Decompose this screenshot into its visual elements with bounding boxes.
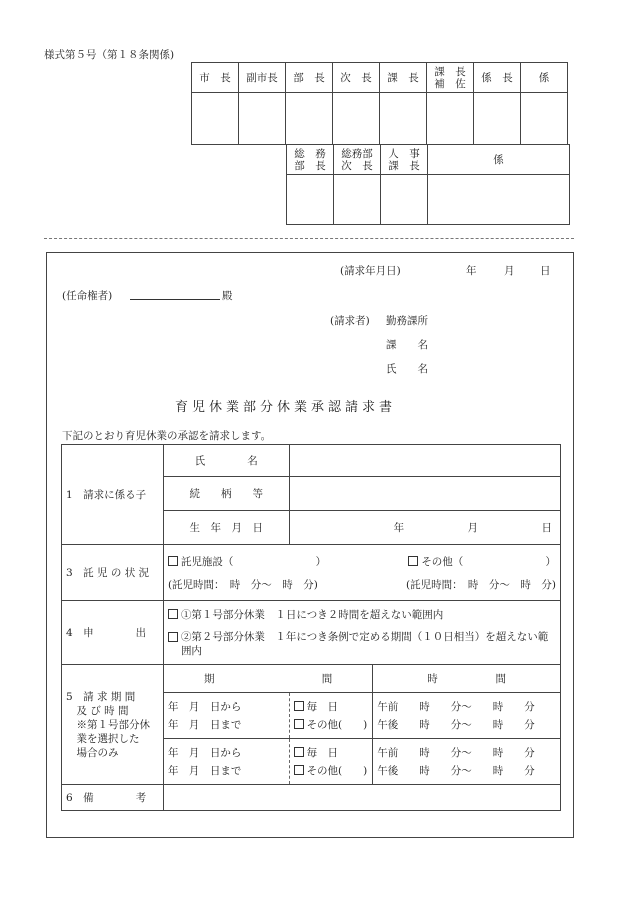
pm-time: 午後 時 分～ 時 分	[377, 718, 535, 731]
option-2: ②第２号部分休業 １年につき条例で定める期間（１０日相当）を超えない範囲内	[180, 631, 549, 657]
checkbox[interactable]	[168, 632, 178, 642]
period-head-a: 期	[203, 673, 215, 685]
appointer-line[interactable]	[130, 299, 220, 300]
section-label: 課 名	[386, 339, 428, 351]
approval-cell: 総務部 次 長	[334, 145, 381, 175]
date-year: 年	[466, 265, 477, 277]
stamp-box[interactable]	[239, 93, 286, 145]
date-day: 日	[540, 265, 551, 277]
period-1[interactable]	[163, 693, 289, 739]
facility-label: 託児施設（	[180, 555, 234, 568]
relation-field[interactable]	[289, 477, 560, 511]
sec4-label: 4 申 出	[62, 601, 164, 665]
stamp-box[interactable]	[380, 93, 427, 145]
time-1[interactable]	[373, 693, 561, 739]
approval-cell: 部 長	[286, 63, 333, 93]
from-date: 年 月 日から	[167, 746, 242, 759]
approval-cell: 市 長	[192, 63, 239, 93]
stamp-box[interactable]	[381, 175, 428, 225]
frequency-1[interactable]	[289, 693, 373, 739]
to-date: 年 月 日まで	[167, 718, 242, 731]
approval-table	[191, 62, 568, 145]
birth-day: 日	[541, 522, 552, 534]
every-day: 毎 日	[306, 700, 339, 713]
period-head-b: 間	[321, 673, 333, 685]
approval-cell: 係 長	[474, 63, 521, 93]
am-time: 午前 時 分～ 時 分	[377, 700, 535, 713]
cut-line	[44, 238, 574, 239]
birth-month: 月	[467, 522, 479, 534]
care-time-1: (託児時間： 時 分～ 時 分)	[167, 578, 318, 591]
request-options	[163, 601, 560, 665]
other-freq: その他( )	[306, 718, 368, 731]
pm-time: 午後 時 分～ 時 分	[377, 764, 535, 777]
stamp-box[interactable]	[474, 93, 521, 145]
appointer-label: (任命権者)	[62, 290, 113, 302]
time-head	[373, 665, 561, 693]
appointer-suffix: 殿	[222, 290, 233, 302]
intro-text: 下記のとおり育児休業の承認を請求します。	[62, 430, 272, 442]
form-number: 様式第５号（第１８条関係)	[44, 49, 175, 61]
approval-cell: 課 長	[380, 63, 427, 93]
time-2[interactable]	[373, 739, 561, 785]
am-time: 午前 時 分～ 時 分	[377, 746, 535, 759]
stamp-box[interactable]	[334, 175, 381, 225]
date-label: (請求年月日)	[340, 265, 401, 277]
approval-table-2	[286, 144, 570, 225]
sec3-label: 3 託 児 の 状 況	[62, 545, 164, 601]
birth-year: 年	[393, 522, 405, 534]
request-table	[61, 444, 561, 811]
child-name-field[interactable]	[289, 445, 560, 477]
care-time-2: (託児時間： 時 分～ 時 分)	[406, 578, 556, 591]
other-freq: その他( )	[306, 764, 368, 777]
page-title: 育児休業部分休業承認請求書	[175, 400, 397, 415]
stamp-box[interactable]	[287, 175, 334, 225]
childcare-field[interactable]	[163, 545, 560, 601]
birth-label: 生 年 月 日	[163, 511, 289, 545]
birth-field[interactable]	[289, 511, 560, 545]
requester-label: (請求者)	[330, 315, 370, 327]
checkbox[interactable]	[294, 719, 304, 729]
sec1-label: 1 請求に係る子	[62, 445, 164, 545]
to-date: 年 月 日まで	[167, 764, 242, 777]
approval-cell: 人 事 課 長	[381, 145, 428, 175]
time-head-b: 間	[495, 673, 506, 685]
approval-cell: 次 長	[333, 63, 380, 93]
period-2[interactable]	[163, 739, 289, 785]
approval-cell: 総 務 部 長	[287, 145, 334, 175]
child-name-label: 氏 名	[163, 445, 289, 477]
approval-cell: 係	[428, 145, 570, 175]
stamp-box[interactable]	[427, 93, 474, 145]
option-1: ①第１号部分休業 １日につき２時間を超えない範囲内	[180, 609, 444, 621]
stamp-box[interactable]	[286, 93, 333, 145]
workplace-label: 勤務課所	[386, 315, 428, 327]
date-month: 月	[504, 265, 515, 277]
time-head-a: 時	[427, 673, 438, 685]
approval-cell: 係	[521, 63, 568, 93]
stamp-box[interactable]	[192, 93, 239, 145]
period-head	[163, 665, 372, 693]
stamp-box[interactable]	[333, 93, 380, 145]
approval-cell: 課 長 補 佐	[427, 63, 474, 93]
paren-close: ）	[545, 555, 556, 568]
every-day: 毎 日	[306, 746, 339, 759]
checkbox[interactable]	[408, 556, 418, 566]
frequency-2[interactable]	[289, 739, 373, 785]
checkbox[interactable]	[294, 747, 304, 757]
from-date: 年 月 日から	[167, 700, 242, 713]
sec5-label: 5 請 求 期 間 及 び 時 間 ※第１号部分休 業を選択した 場合のみ	[62, 665, 164, 785]
other-label: その他（	[421, 555, 464, 568]
stamp-box[interactable]	[428, 175, 570, 225]
relation-label: 続 柄 等	[163, 477, 289, 511]
checkbox[interactable]	[168, 609, 178, 619]
approval-cell: 副市長	[239, 63, 286, 93]
name-label: 氏 名	[386, 363, 428, 375]
checkbox[interactable]	[294, 701, 304, 711]
stamp-box[interactable]	[521, 93, 568, 145]
paren-close: ）	[315, 555, 327, 568]
checkbox[interactable]	[294, 765, 304, 775]
sec6-label: 6 備 考	[62, 785, 164, 811]
remarks-field[interactable]	[163, 785, 560, 811]
checkbox[interactable]	[168, 556, 178, 566]
